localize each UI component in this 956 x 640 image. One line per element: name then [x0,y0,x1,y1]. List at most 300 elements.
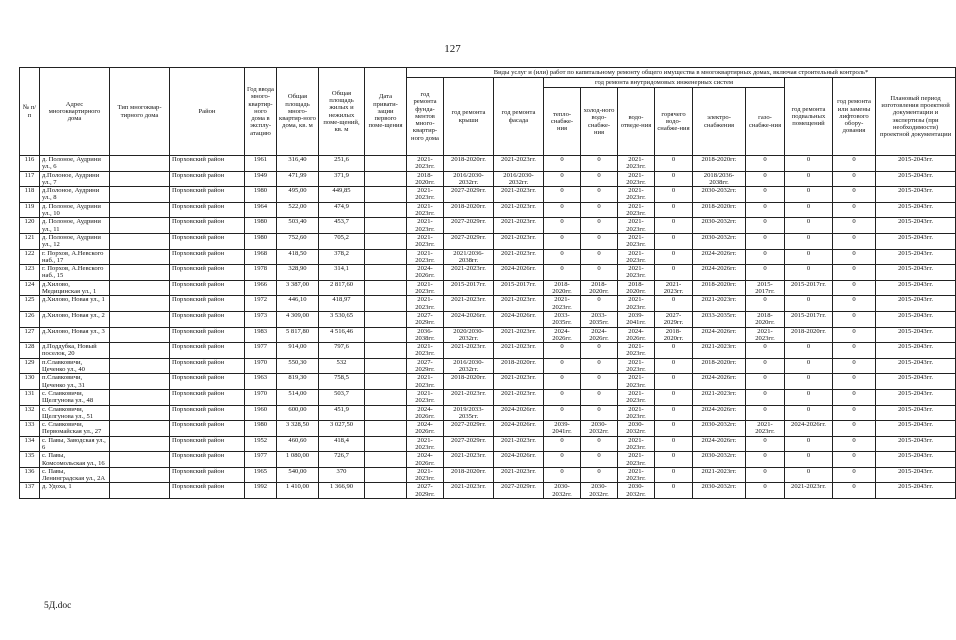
cell-hot-water-year: 0 [655,374,693,390]
cell-foundation-year: 2021-2023гг. [407,374,444,390]
footer-filename: 5Д.doc [44,601,72,611]
cell-total-area: 819,30 [277,374,319,390]
cell-district: Порховский район [170,233,245,249]
cell-roof-year: 2021-2023гг. [444,296,494,312]
capital-repair-table [19,67,956,499]
table-row [20,233,956,249]
table-row [20,311,956,327]
cell-facade-year: 2021-2023гг. [494,374,544,390]
header-year-built: Год ввода много-квартир-ного дома в эксплу-атацию [245,68,277,156]
cell-basement-year: 0 [785,202,833,218]
cell-district: Порховский район [170,187,245,203]
cell-facade-year: 2021-2023гг. [494,249,544,265]
cell-cold-water-year: 0 [581,405,618,421]
cell-year-built: 1970 [245,358,277,374]
cell-total-area: 550,30 [277,358,319,374]
cell-year-built: 1952 [245,436,277,452]
cell-roof-year: 2018-2020гг. [444,467,494,483]
cell-foundation-year: 2021-2023гг. [407,280,444,296]
cell-gas-supply-year: 0 [746,452,785,468]
cell-electricity-year: 2021-2023гг. [693,467,746,483]
cell-gas-supply-year: 0 [746,343,785,359]
cell-district: Порховский район [170,343,245,359]
cell-number: 127 [20,327,40,343]
cell-electricity-year: 2024-2026гг. [693,436,746,452]
cell-heat-supply-year: 0 [544,171,581,187]
cell-hot-water-year: 0 [655,389,693,405]
cell-district: Порховский район [170,405,245,421]
cell-roof-year: 2020/2030-2032гг. [444,327,494,343]
cell-address: с. Славковичи, Первомайская ул., 27 [40,421,110,437]
cell-foundation-year: 2021-2023гг. [407,343,444,359]
cell-facade-year: 2021-2023гг. [494,436,544,452]
cell-electricity-year: 2021-2023гг. [693,343,746,359]
cell-gas-supply-year: 0 [746,483,785,499]
cell-district: Порховский район [170,421,245,437]
cell-number: 120 [20,218,40,234]
cell-electricity-year: 2018-2020гг. [693,280,746,296]
cell-number: 118 [20,187,40,203]
cell-sewerage-year: 2021-2023гг. [618,218,655,234]
cell-basement-year: 0 [785,467,833,483]
cell-district: Порховский район [170,202,245,218]
cell-total-area: 540,00 [277,467,319,483]
cell-facade-year: 2021-2023гг. [494,156,544,172]
cell-house-type [110,327,170,343]
cell-elevator-year: 0 [833,156,876,172]
cell-roof-year: 2027-2029гг. [444,187,494,203]
cell-gas-supply-year: 0 [746,389,785,405]
cell-number: 124 [20,280,40,296]
cell-design-period: 2015-2043гг. [876,421,956,437]
cell-foundation-year: 2024-2026гг. [407,452,444,468]
cell-living-area: 251,6 [319,156,365,172]
cell-design-period: 2015-2043гг. [876,374,956,390]
cell-sewerage-year: 2021-2023гг. [618,405,655,421]
cell-living-area: 314,1 [319,265,365,281]
cell-electricity-year: 2024-2026гг. [693,327,746,343]
cell-sewerage-year: 2021-2023гг. [618,374,655,390]
cell-elevator-year: 0 [833,233,876,249]
cell-heat-supply-year: 0 [544,358,581,374]
cell-sewerage-year: 2018-2020гг. [618,280,655,296]
cell-design-period: 2015-2043гг. [876,156,956,172]
cell-elevator-year: 0 [833,311,876,327]
cell-total-area: 446,10 [277,296,319,312]
cell-cold-water-year: 0 [581,171,618,187]
cell-hot-water-year: 0 [655,405,693,421]
cell-address: д.Полоное, Аудрини ул., 7 [40,171,110,187]
cell-cold-water-year: 0 [581,265,618,281]
table-row [20,421,956,437]
cell-gas-supply-year: 0 [746,187,785,203]
cell-hot-water-year: 2027-2029гг. [655,311,693,327]
cell-facade-year: 2021-2023гг. [494,296,544,312]
cell-address: с. Павы, Ленинградская ул., 2А [40,467,110,483]
cell-number: 126 [20,311,40,327]
cell-privatization-date [365,187,407,203]
cell-sewerage-year: 2021-2023гг. [618,233,655,249]
cell-roof-year: 2021-2023гг. [444,343,494,359]
cell-address: п.Славковичи, Цеченко ул., 31 [40,374,110,390]
header-hot-water: горячего водо-снабже-ния [655,88,693,156]
cell-facade-year: 2021-2023гг. [494,187,544,203]
cell-address: д. Полоное, Аудрини ул., 10 [40,202,110,218]
cell-design-period: 2015-2043гг. [876,218,956,234]
cell-gas-supply-year: 0 [746,436,785,452]
cell-design-period: 2015-2043гг. [876,233,956,249]
cell-house-type [110,296,170,312]
cell-living-area: 453,7 [319,218,365,234]
header-living-area: Общая площадь жилых и нежилых поме-щений, кв. м [319,68,365,156]
cell-roof-year: 2018-2020гг. [444,374,494,390]
cell-district: Порховский район [170,374,245,390]
cell-house-type [110,249,170,265]
cell-basement-year: 0 [785,249,833,265]
cell-sewerage-year: 2021-2023гг. [618,265,655,281]
table-row [20,327,956,343]
cell-address: д. Полоное, Аудрини ул., 11 [40,218,110,234]
cell-basement-year: 0 [785,436,833,452]
cell-facade-year: 2024-2026гг. [494,452,544,468]
cell-heat-supply-year: 2018-2020гг. [544,280,581,296]
cell-electricity-year: 2024-2026гг. [693,374,746,390]
cell-hot-water-year: 0 [655,249,693,265]
cell-roof-year: 2018-2020гг. [444,202,494,218]
cell-gas-supply-year: 0 [746,218,785,234]
cell-cold-water-year: 2033-2035гг. [581,311,618,327]
cell-privatization-date [365,421,407,437]
cell-gas-supply-year: 0 [746,202,785,218]
cell-gas-supply-year: 0 [746,265,785,281]
capital-repair-table-wrapper [19,67,952,499]
cell-facade-year: 2021-2023гг. [494,389,544,405]
cell-number: 128 [20,343,40,359]
cell-sewerage-year: 2030-2032гг. [618,483,655,499]
cell-address: с. Павы, Комсомольская ул., 16 [40,452,110,468]
cell-total-area: 522,00 [277,202,319,218]
cell-address: д. Полоное, Аудрини ул., 12 [40,233,110,249]
header-type: Тип многоквар-тирного дома [110,68,170,156]
cell-roof-year: 2019/2033-2035гг. [444,405,494,421]
cell-heat-supply-year: 2033-2035гг. [544,311,581,327]
cell-year-built: 1970 [245,389,277,405]
cell-number: 125 [20,296,40,312]
cell-number: 116 [20,156,40,172]
cell-roof-year: 2021/2036-2038гг. [444,249,494,265]
cell-heat-supply-year: 2024-2026гг. [544,327,581,343]
cell-district: Порховский район [170,280,245,296]
cell-elevator-year: 0 [833,389,876,405]
cell-gas-supply-year: 0 [746,249,785,265]
cell-hot-water-year: 0 [655,421,693,437]
header-privatization-date: Дата привати-зации первого поме-щения [365,68,407,156]
cell-cold-water-year: 0 [581,343,618,359]
cell-total-area: 1 080,00 [277,452,319,468]
cell-electricity-year: 2018-2020гг. [693,358,746,374]
cell-total-area: 514,00 [277,389,319,405]
cell-heat-supply-year: 0 [544,265,581,281]
cell-number: 131 [20,389,40,405]
cell-roof-year: 2016/2030-2032гг. [444,171,494,187]
cell-basement-year: 2015-2017гг. [785,280,833,296]
cell-basement-year: 0 [785,389,833,405]
header-facade: год ремонта фасада [494,78,544,156]
cell-address: г. Порхов, А.Невского наб., 17 [40,249,110,265]
cell-heat-supply-year: 0 [544,467,581,483]
cell-district: Порховский район [170,156,245,172]
cell-district: Порховский район [170,296,245,312]
cell-elevator-year: 0 [833,483,876,499]
header-elevator: год ремонта или замены лифтового обору-дования [833,78,876,156]
cell-basement-year: 2021-2023гг. [785,483,833,499]
cell-year-built: 1963 [245,374,277,390]
cell-elevator-year: 0 [833,296,876,312]
cell-living-area: 705,2 [319,233,365,249]
header-electricity: электро-снабжения [693,88,746,156]
cell-facade-year: 2021-2023гг. [494,343,544,359]
cell-number: 117 [20,171,40,187]
cell-house-type [110,311,170,327]
cell-cold-water-year: 0 [581,374,618,390]
cell-privatization-date [365,156,407,172]
cell-year-built: 1961 [245,156,277,172]
page-number: 127 [444,43,461,55]
cell-total-area: 316,40 [277,156,319,172]
cell-privatization-date [365,374,407,390]
cell-heat-supply-year: 2039-2041гг. [544,421,581,437]
header-foundation: год ремонта фунда-ментов много-квартир-ного дома [407,78,444,156]
cell-electricity-year: 2030-2032гг. [693,421,746,437]
cell-heat-supply-year: 0 [544,343,581,359]
cell-basement-year: 2018-2020гг. [785,327,833,343]
cell-number: 121 [20,233,40,249]
cell-cold-water-year: 0 [581,436,618,452]
cell-facade-year: 2024-2026гг. [494,405,544,421]
cell-hot-water-year: 0 [655,452,693,468]
cell-elevator-year: 0 [833,358,876,374]
cell-number: 122 [20,249,40,265]
cell-house-type [110,483,170,499]
cell-hot-water-year: 0 [655,171,693,187]
cell-electricity-year: 2033-2035гг. [693,311,746,327]
cell-house-type [110,343,170,359]
cell-hot-water-year: 0 [655,218,693,234]
cell-privatization-date [365,343,407,359]
cell-number: 137 [20,483,40,499]
cell-address: д.Полоное, Аудрини ул., 8 [40,187,110,203]
cell-hot-water-year: 2021-2023гг. [655,280,693,296]
cell-facade-year: 2018-2020гг. [494,358,544,374]
cell-basement-year: 0 [785,405,833,421]
cell-electricity-year: 2030-2032гг. [693,187,746,203]
cell-privatization-date [365,218,407,234]
table-row [20,389,956,405]
cell-cold-water-year: 0 [581,467,618,483]
table-row [20,483,956,499]
header-basement: год ремонта подвальных помещений [785,78,833,156]
cell-elevator-year: 0 [833,421,876,437]
header-area: Район [170,68,245,156]
cell-cold-water-year: 0 [581,296,618,312]
cell-facade-year: 2024-2026гг. [494,311,544,327]
cell-district: Порховский район [170,483,245,499]
header-gas-supply: газо-снабже-ния [746,88,785,156]
cell-cold-water-year: 2030-2032гг. [581,421,618,437]
cell-number: 119 [20,202,40,218]
cell-sewerage-year: 2021-2023гг. [618,296,655,312]
cell-basement-year: 0 [785,358,833,374]
table-row [20,436,956,452]
cell-basement-year: 0 [785,374,833,390]
cell-roof-year: 2021-2023гг. [444,265,494,281]
cell-facade-year: 2027-2029гг. [494,483,544,499]
cell-sewerage-year: 2030-2032гг. [618,421,655,437]
cell-address: с. Славковичи, Щелгунова ул., 51 [40,405,110,421]
cell-cold-water-year: 0 [581,156,618,172]
cell-address: д. Удоха, 1 [40,483,110,499]
cell-district: Порховский район [170,327,245,343]
cell-hot-water-year: 0 [655,156,693,172]
cell-total-area: 495,00 [277,187,319,203]
cell-heat-supply-year: 0 [544,374,581,390]
cell-hot-water-year: 0 [655,233,693,249]
cell-privatization-date [365,389,407,405]
cell-number: 134 [20,436,40,452]
cell-living-area: 4 516,46 [319,327,365,343]
cell-foundation-year: 2021-2023гг. [407,156,444,172]
cell-house-type [110,187,170,203]
cell-gas-supply-year: 2015-2017гг. [746,280,785,296]
cell-house-type [110,202,170,218]
cell-year-built: 1965 [245,467,277,483]
cell-total-area: 600,00 [277,405,319,421]
cell-facade-year: 2024-2026гг. [494,265,544,281]
cell-electricity-year: 2030-2032гг. [693,218,746,234]
cell-heat-supply-year: 0 [544,405,581,421]
cell-privatization-date [365,358,407,374]
cell-total-area: 3 387,00 [277,280,319,296]
cell-cold-water-year: 2024-2026гг. [581,327,618,343]
cell-electricity-year: 2021-2023гг. [693,389,746,405]
cell-heat-supply-year: 0 [544,233,581,249]
cell-facade-year: 2021-2023гг. [494,233,544,249]
cell-foundation-year: 2021-2023гг. [407,389,444,405]
header-total-area: Общая площадь много-квартир-ного дома, кв. м [277,68,319,156]
cell-privatization-date [365,452,407,468]
cell-roof-year: 2016/2030-2032гг. [444,358,494,374]
cell-year-built: 1983 [245,327,277,343]
cell-basement-year: 0 [785,343,833,359]
cell-living-area: 371,9 [319,171,365,187]
cell-house-type [110,156,170,172]
cell-roof-year: 2027-2029гг. [444,436,494,452]
cell-heat-supply-year: 0 [544,202,581,218]
cell-foundation-year: 2024-2026гг. [407,265,444,281]
cell-house-type [110,233,170,249]
cell-gas-supply-year: 0 [746,405,785,421]
cell-foundation-year: 2027-2029гг. [407,311,444,327]
cell-gas-supply-year: 2021-2023гг. [746,421,785,437]
cell-foundation-year: 2036-2038гг. [407,327,444,343]
cell-district: Порховский район [170,265,245,281]
cell-facade-year: 2021-2023гг. [494,218,544,234]
cell-year-built: 1977 [245,343,277,359]
cell-elevator-year: 0 [833,327,876,343]
cell-sewerage-year: 2021-2023гг. [618,389,655,405]
cell-basement-year: 0 [785,187,833,203]
cell-heat-supply-year: 0 [544,156,581,172]
cell-elevator-year: 0 [833,265,876,281]
cell-address: д.Хилово, Новая ул., 2 [40,311,110,327]
cell-hot-water-year: 0 [655,436,693,452]
cell-number: 129 [20,358,40,374]
cell-address: д.Хилово, Медицинская ул., 1 [40,280,110,296]
cell-sewerage-year: 2021-2023гг. [618,249,655,265]
cell-design-period: 2015-2043гг. [876,311,956,327]
cell-address: д.Хилово, Новая ул., 3 [40,327,110,343]
cell-elevator-year: 0 [833,202,876,218]
cell-elevator-year: 0 [833,249,876,265]
table-row [20,405,956,421]
cell-design-period: 2015-2043гг. [876,265,956,281]
table-row [20,296,956,312]
cell-electricity-year: 2018/2036-2038гг. [693,171,746,187]
cell-living-area: 726,7 [319,452,365,468]
cell-design-period: 2015-2043гг. [876,436,956,452]
table-row [20,171,956,187]
cell-district: Порховский район [170,171,245,187]
cell-roof-year: 2018-2020гг. [444,156,494,172]
cell-living-area: 503,7 [319,389,365,405]
cell-living-area: 449,85 [319,187,365,203]
cell-cold-water-year: 0 [581,358,618,374]
cell-gas-supply-year: 0 [746,233,785,249]
cell-living-area: 418,97 [319,296,365,312]
cell-basement-year: 0 [785,452,833,468]
cell-basement-year: 0 [785,265,833,281]
cell-total-area: 471,99 [277,171,319,187]
header-sewerage: водо-отведе-ния [618,88,655,156]
cell-total-area: 1 410,00 [277,483,319,499]
cell-house-type [110,421,170,437]
header-roof: год ремонта крыши [444,78,494,156]
cell-house-type [110,405,170,421]
cell-sewerage-year: 2024-2026гг. [618,327,655,343]
cell-gas-supply-year: 2018-2020гг. [746,311,785,327]
cell-facade-year: 2021-2023гг. [494,327,544,343]
cell-year-built: 1977 [245,452,277,468]
cell-hot-water-year: 0 [655,296,693,312]
table-row [20,265,956,281]
cell-district: Порховский район [170,249,245,265]
cell-hot-water-year: 0 [655,467,693,483]
cell-house-type [110,218,170,234]
cell-gas-supply-year: 2021-2023гг. [746,327,785,343]
cell-gas-supply-year: 0 [746,296,785,312]
cell-design-period: 2015-2043гг. [876,171,956,187]
table-body [20,156,956,499]
cell-heat-supply-year: 2021-2023гг. [544,296,581,312]
cell-elevator-year: 0 [833,452,876,468]
cell-district: Порховский район [170,467,245,483]
cell-hot-water-year: 0 [655,202,693,218]
cell-sewerage-year: 2021-2023гг. [618,343,655,359]
cell-design-period: 2015-2043гг. [876,327,956,343]
cell-house-type [110,467,170,483]
cell-address: с. Славковичи, Щелгунова ул., 48 [40,389,110,405]
cell-basement-year: 0 [785,156,833,172]
